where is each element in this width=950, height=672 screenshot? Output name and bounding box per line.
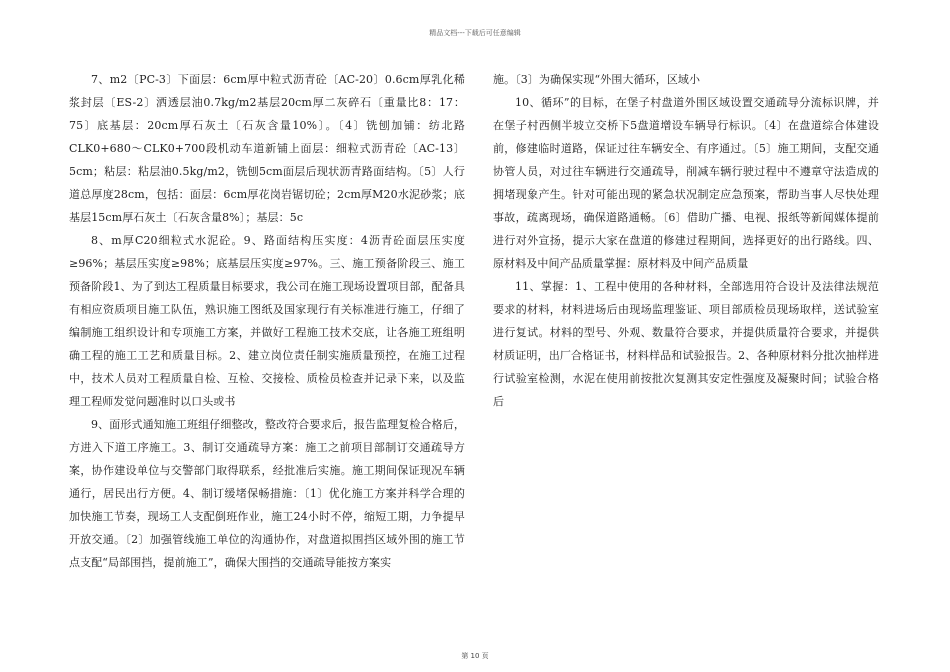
page-header: 精品文档---下载后可任意编辑 bbox=[429, 29, 521, 37]
right-column bbox=[493, 68, 879, 413]
paragraph-7: 7、m2〔PC-3〕下面层：6cm厚中粒式沥青砼〔AC-20〕0.6cm厚乳化稀浆封层〔ES-2〕洒透层油0.7kg/m2基层20cm厚二灰碎石〔重量比8：17：75〕底基层：20cm厚石灰土〔石灰含量10%〕。〔4〕铣刨加铺：纺北路CLK0+680～CLK0+700段机动车道新铺上面层：细粒式沥青砼〔AC-13〕5cm；粘层：粘层油0.5kg/m2，铣刨5cm面层后现状沥青路面结构。〔5〕人行道总厚度28cm，包括：面层：6cm厚花岗岩锯切砼；2cm厚M20水泥砂浆；底基层15cm厚石灰土〔石灰含量8%〕；基层：5c bbox=[69, 73, 465, 224]
paragraph-10: 10、循环”的目标，在堡子村盘道外围区域设置交通疏导分流标识牌，并在堡子村西侧半坡立交桥下5盘道增设车辆导行标识。〔4〕在盘道综合体建设前，修建临时道路，保证过往车辆安全、有序通过。〔5〕施工期间，支配交通协管人员，对过往车辆进行交通疏导，削减车辆行驶过程中不遵章守法造成的拥堵现象产生。针对可能出现的紧急状况制定应急预案，帮助当事人尽快处理事故，疏离现场，确保道路通畅。〔6〕借助广播、电视、报纸等新闻媒体提前进行对外宣扬，提示大家在盘道的修建过程期间，选择更好的出行路线。四、原材料及中间产品质量掌握：原材料及中间产品质量 bbox=[493, 96, 879, 270]
paragraph-11: 11、掌握：1、工程中使用的各种材料，全部选用符合设计及法律法规范要求的材料，材料进场后由现场监理鉴证、项目部质检员现场取样，送试验室进行复试。材料的型号、外观、数量符合要求，并提供质量符合要求，并提供材质证明，出厂合格证书，材料样品和试验报告。2、各种原材料分批次抽样进行试验室检测，水泥在使用前按批次复测其安定性强度及凝聚时间；试验合格后 bbox=[493, 280, 879, 408]
left-column bbox=[69, 68, 465, 574]
page-number: 第 10 页 bbox=[461, 652, 489, 660]
paragraph-continued: 施。〔3〕为确保实现“外围大循环，区域小 bbox=[493, 73, 701, 86]
paragraph-9: 9、面形式通知施工班组仔细整改，整改符合要求后，报告监理复检合格后，方进入下道工序施工。3、制订交通疏导方案：施工之前项目部制订交通疏导方案，协作建设单位与交警部门取得联系，经批准后实施。施工期间保证现况车辆通行，居民出行方便。4、制订缓堵保畅措施：〔1〕优化施工方案并科学合理的加快施工节奏，现场工人支配倒班作业，施工24小时不停，缩短工期，力争提早开放交通。〔2〕加强管线施工单位的沟通协作，对盘道拟围挡区域外围的施工节点支配“局部围挡，提前施工”，确保大围挡的交通疏导能按方案实 bbox=[69, 418, 465, 569]
paragraph-8: 8、m厚C20细粒式水泥砼。9、路面结构压实度：4沥青砼面层压实度≥96%；基层压实度≥98%；底基层压实度≥97%。三、施工预备阶段三、施工预备阶段1、为了到达工程质量目标要求，我公司在施工现场设置项目部，配备具有相应资质项目施工队伍，熟识施工图纸及国家现行有关标准进行施工，仔细了编制施工组织设计和专项施工方案，并做好工程施工技术交底，让各施工班组明确工程的施工工艺和质量目标。2、建立岗位责任制实施质量预控，在施工过程中，技术人员对工程质量自检、互检、交接检、质检员检查并记录下来，以及监理工程师发觉问题准时以口头或书 bbox=[69, 234, 465, 408]
